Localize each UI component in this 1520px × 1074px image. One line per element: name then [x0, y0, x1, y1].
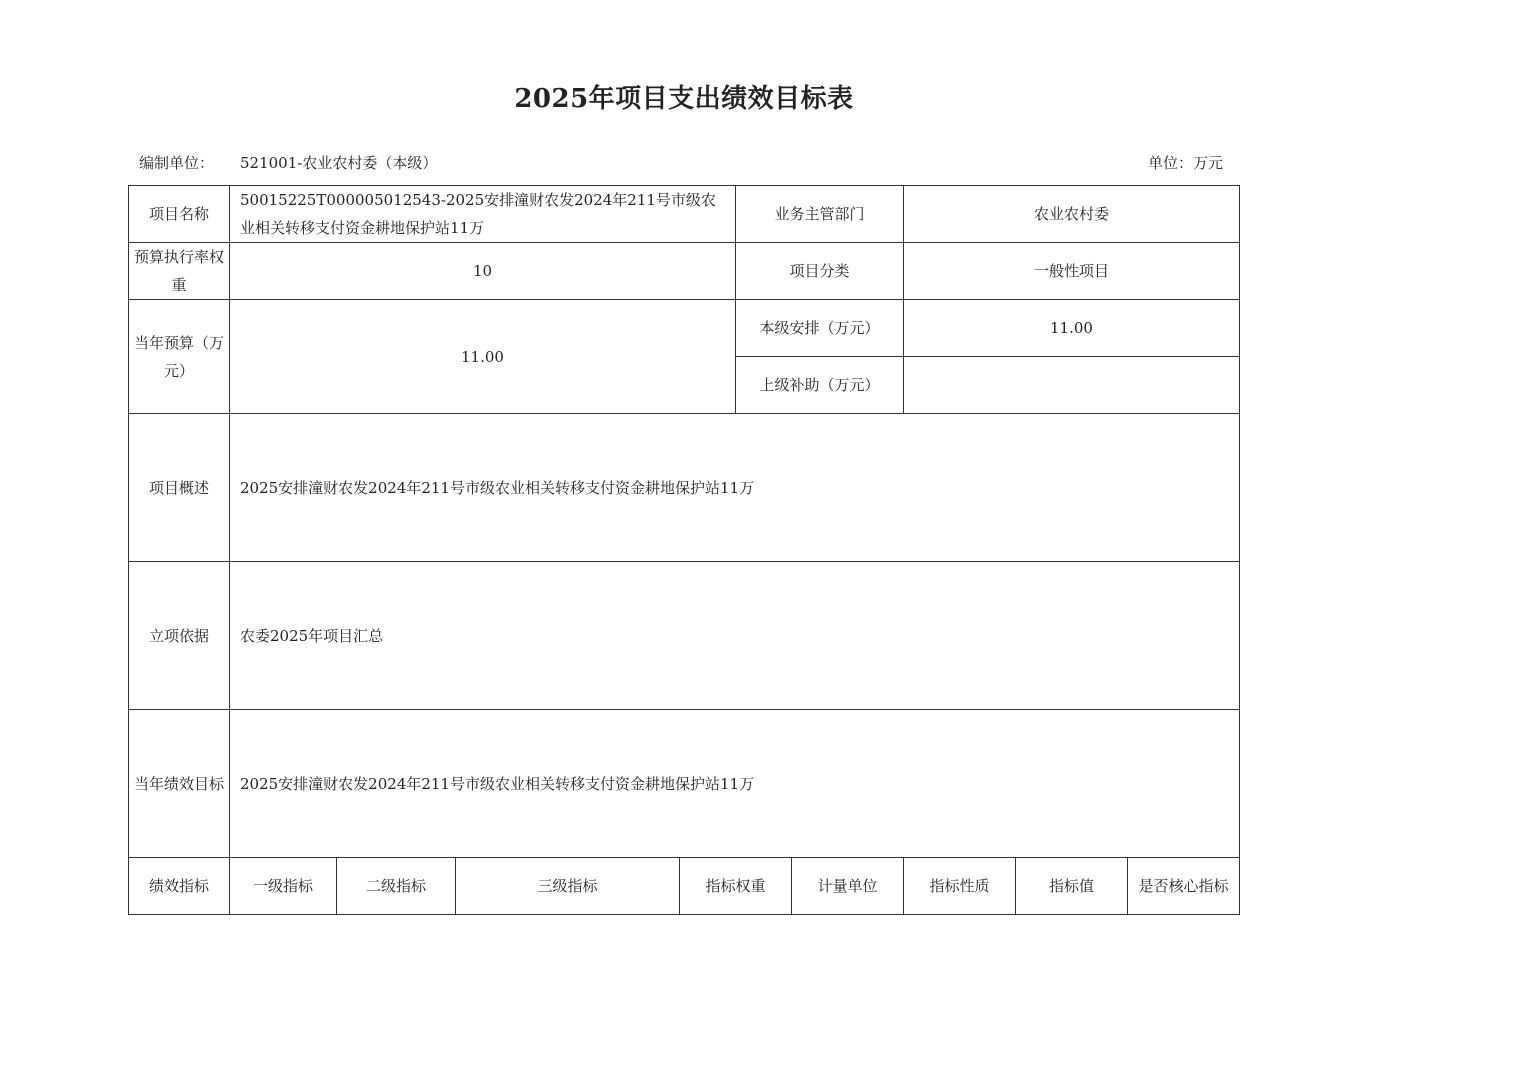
dept-label: 业务主管部门	[736, 186, 904, 243]
basis-label: 立项依据	[129, 562, 230, 710]
indicator-header-cell: 一级指标	[230, 858, 337, 915]
exec-weight-label: 预算执行率权重	[129, 243, 230, 300]
goal-label: 当年绩效目标	[129, 710, 230, 858]
superior-value	[904, 357, 1240, 414]
local-label: 本级安排（万元）	[736, 300, 904, 357]
project-name-label: 项目名称	[129, 186, 230, 243]
unit-value: 521001-农业农村委（本级）	[240, 154, 438, 172]
indicator-header-cell: 指标权重	[680, 858, 792, 915]
local-value: 11.00	[904, 300, 1240, 357]
indicator-header-cell: 二级指标	[337, 858, 456, 915]
category-label: 项目分类	[736, 243, 904, 300]
indicator-header-cell: 指标值	[1016, 858, 1128, 915]
indicator-header-cell: 计量单位	[792, 858, 904, 915]
project-name-value: 50015225T000005012543-2025安排潼财农发2024年211号市级农业相关转移支付资金耕地保护站11万	[230, 186, 736, 243]
budget-label: 当年预算（万元）	[129, 300, 230, 414]
overview-label: 项目概述	[129, 414, 230, 562]
indicator-header-cell: 绩效指标	[129, 858, 230, 915]
currency-unit: 单位：万元	[1148, 154, 1224, 172]
dept-value: 农业农村委	[904, 186, 1240, 243]
goal-value: 2025安排潼财农发2024年211号市级农业相关转移支付资金耕地保护站11万	[230, 710, 1240, 858]
indicator-header-cell: 指标性质	[904, 858, 1016, 915]
superior-label: 上级补助（万元）	[736, 357, 904, 414]
page-title: 2025年项目支出绩效目标表	[514, 84, 854, 114]
budget-value: 11.00	[230, 300, 736, 414]
performance-target-table	[128, 185, 1240, 915]
exec-weight-value: 10	[230, 243, 736, 300]
indicator-header-cell: 三级指标	[456, 858, 680, 915]
unit-label: 编制单位：	[139, 154, 215, 172]
basis-value: 农委2025年项目汇总	[230, 562, 1240, 710]
overview-value: 2025安排潼财农发2024年211号市级农业相关转移支付资金耕地保护站11万	[230, 414, 1240, 562]
category-value: 一般性项目	[904, 243, 1240, 300]
indicator-header-cell: 是否核心指标	[1128, 858, 1240, 915]
